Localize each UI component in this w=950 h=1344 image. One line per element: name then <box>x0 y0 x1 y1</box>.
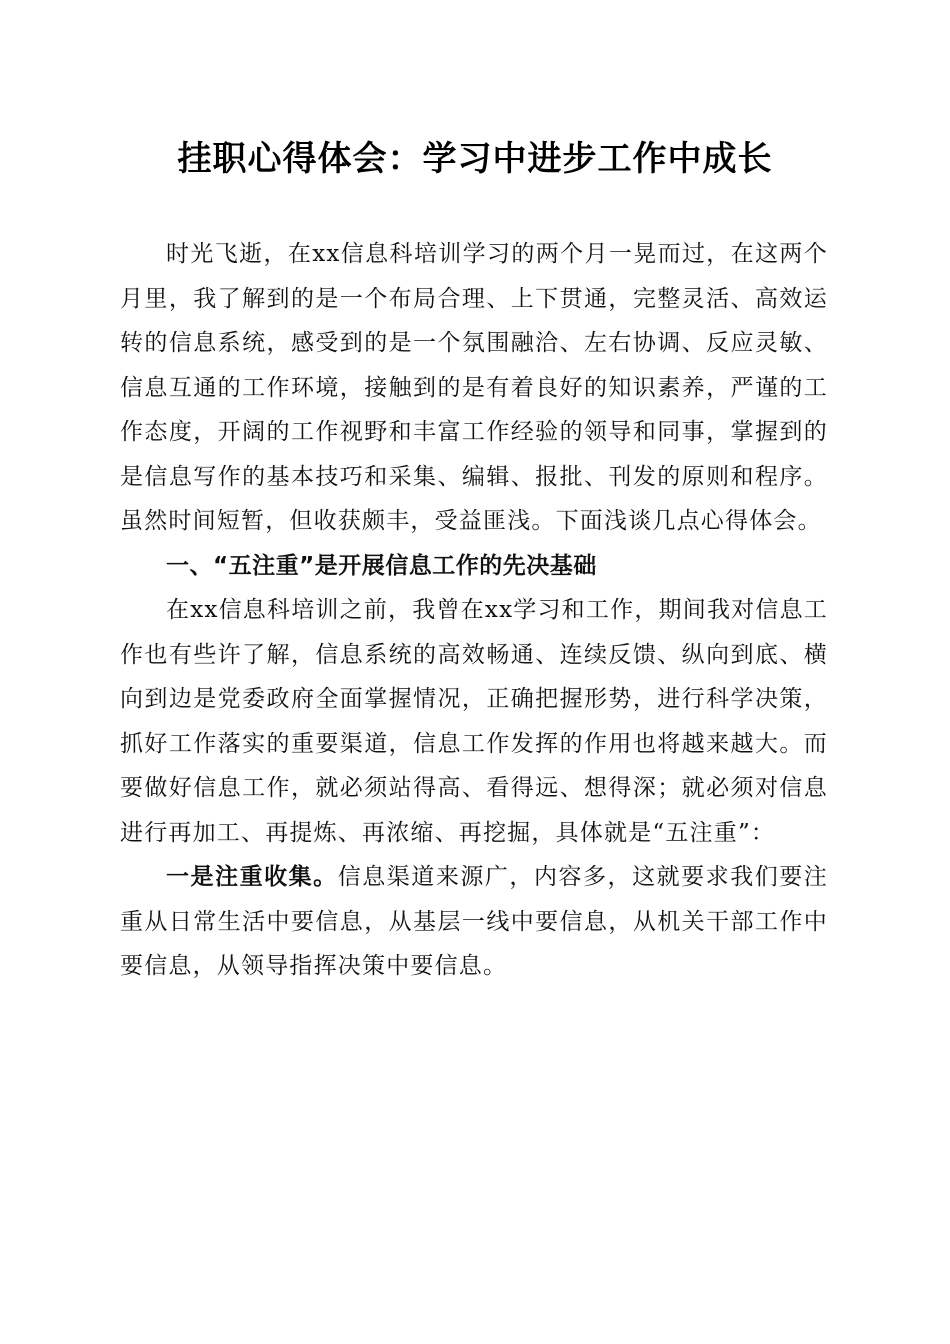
paragraph-collection-body: 信息渠道来源广，内容多，这就要求我们要注重从日常生活中要信息，从基层一线中要信息，从机关干部工作中要信息，从领导指挥决策中要信息。 <box>120 864 828 979</box>
paragraph-collection <box>120 855 828 989</box>
paragraph-intro: 时光飞逝，在xx信息科培训学习的两个月一晃而过，在这两个月里，我了解到的是一个布局合理、上下贯通，完整灵活、高效运转的信息系统，感受到的是一个氛围融洽、左右协调、反应灵敏、信息互通的工作环境，接触到的是有着良好的知识素养，严谨的工作态度，开阔的工作视野和丰富工作经验的领导和同事，掌握到的是信息写作的基本技巧和采集、编辑、报批、刊发的原则和程序。虽然时间短暂，但收获颇丰，受益匪浅。下面浅谈几点心得体会。 <box>120 241 828 534</box>
paragraph-five-emphases: 在xx信息科培训之前，我曾在xx学习和工作，期间我对信息工作也有些许了解，信息系统的高效畅通、连续反馈、纵向到底、横向到边是党委政府全面掌握情况，正确把握形势，进行科学决策，抓好工作落实的重要渠道，信息工作发挥的作用也将越来越大。而要做好信息工作，就必须站得高、看得远、想得深；就必须对信息进行再加工、再提炼、再浓缩、再挖掘，具体就是“五注重”： <box>120 597 828 846</box>
document-body <box>120 232 828 989</box>
section-heading-1: 一、“五注重”是开展信息工作的先决基础 <box>166 552 597 579</box>
paragraph-lead-phrase: 一是注重收集。 <box>166 863 338 890</box>
page-title: 挂职心得体会：学习中进步工作中成长 <box>177 139 773 179</box>
